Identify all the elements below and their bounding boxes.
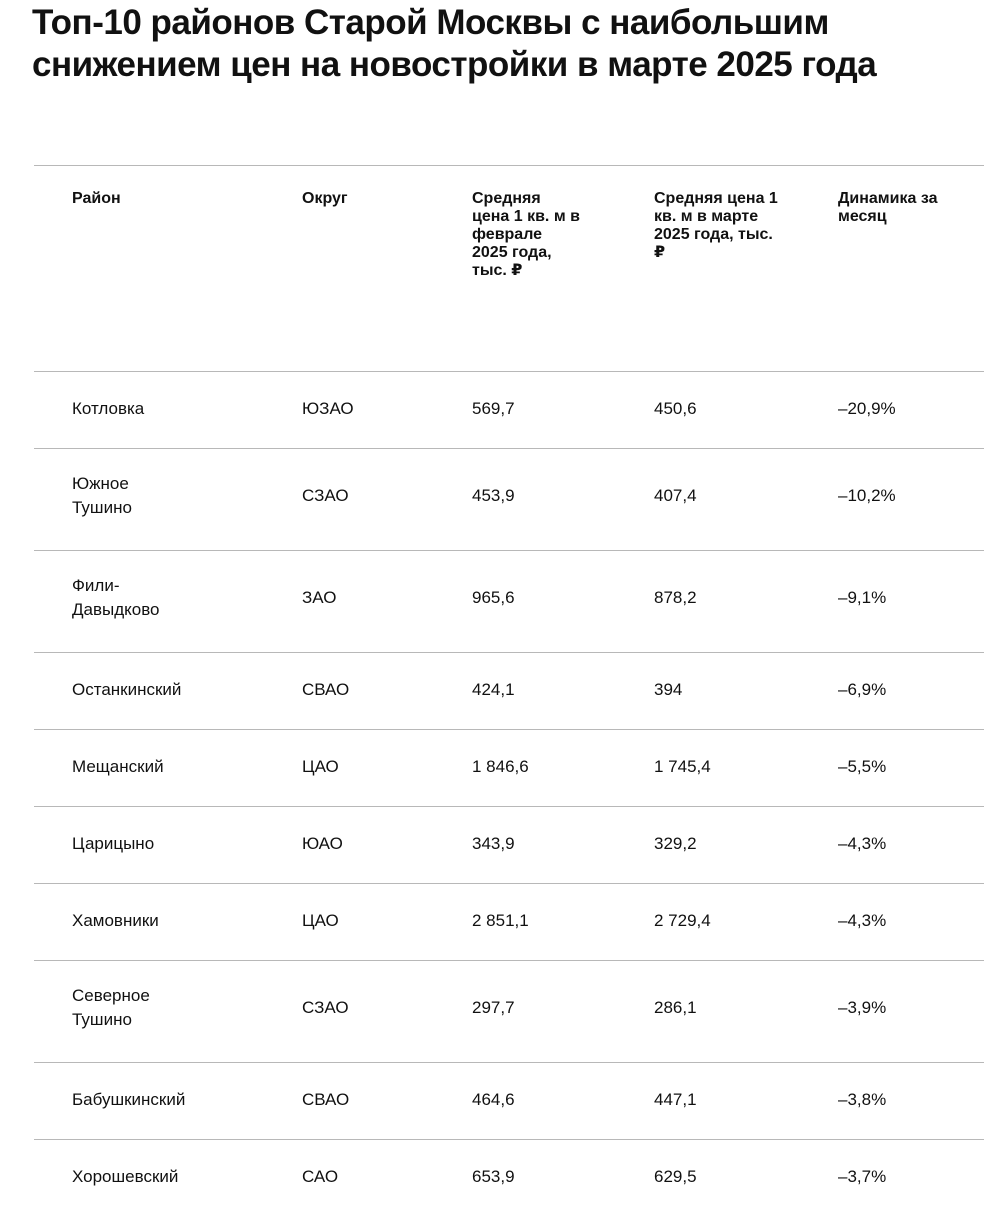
cell-monthly-change: –4,3% [838,834,887,853]
cell-okrug: СВАО [302,680,350,699]
cell-district: Южное Тушино [72,474,132,517]
cell-price-march: 329,2 [654,834,697,853]
cell-monthly-change: –20,9% [838,399,896,418]
header-okrug: Округ [302,190,348,207]
table-row [34,1140,984,1216]
table-row [34,653,984,729]
cell-price-february: 464,6 [472,1090,515,1109]
cell-district: Царицыно [72,834,155,853]
cell-price-march: 2 729,4 [654,911,711,930]
table-row [34,807,984,883]
cell-monthly-change: –6,9% [838,680,887,699]
cell-price-february: 453,9 [472,486,515,505]
cell-okrug: СЗАО [302,486,349,505]
table-row [34,961,984,1062]
cell-price-february: 653,9 [472,1167,515,1186]
cell-price-march: 450,6 [654,399,697,418]
cell-district: Фили-Давыдково [72,576,160,619]
cell-district: Останкинский [72,680,182,699]
cell-district: Котловка [72,399,145,418]
cell-price-march: 1 745,4 [654,757,711,776]
table-row [34,730,984,806]
header-price-february: Средняя цена 1 кв. м в феврале 2025 года, тыс. ₽ [472,190,580,279]
cell-price-march: 394 [654,680,683,699]
cell-price-february: 1 846,6 [472,757,529,776]
cell-monthly-change: –4,3% [838,911,887,930]
cell-monthly-change: –3,9% [838,998,887,1017]
cell-okrug: ЮЗАО [302,399,354,418]
cell-price-march: 447,1 [654,1090,697,1109]
cell-monthly-change: –3,7% [838,1167,887,1186]
table-row [34,1063,984,1139]
cell-monthly-change: –9,1% [838,588,887,607]
header-price-march: Средняя цена 1 кв. м в марте 2025 года, тыс. ₽ [654,190,778,261]
cell-okrug: САО [302,1167,339,1186]
cell-price-february: 343,9 [472,834,515,853]
price-table [34,165,984,1216]
table-row [34,449,984,550]
cell-district: Мещанский [72,757,164,776]
cell-okrug: СЗАО [302,998,349,1017]
header-district: Район [72,190,121,207]
cell-okrug: ЗАО [302,588,337,607]
cell-okrug: ЦАО [302,911,339,930]
cell-district: Бабушкинский [72,1090,186,1109]
table-row [34,884,984,960]
page-title: Топ-10 районов Старой Москвы с наибольшим снижением цен на новостройки в марте 2025 года [32,3,877,84]
cell-monthly-change: –10,2% [838,486,896,505]
table-body [34,371,984,1216]
cell-monthly-change: –5,5% [838,757,887,776]
cell-price-march: 286,1 [654,998,697,1017]
cell-price-february: 965,6 [472,588,515,607]
cell-okrug: ЮАО [302,834,343,853]
cell-price-march: 629,5 [654,1167,697,1186]
cell-price-march: 407,4 [654,486,697,505]
table-row [34,372,984,448]
cell-district: Северное Тушино [72,986,150,1029]
cell-district: Хорошевский [72,1167,179,1186]
table-header [34,166,984,371]
cell-price-february: 424,1 [472,680,515,699]
cell-price-march: 878,2 [654,588,697,607]
cell-price-february: 2 851,1 [472,911,529,930]
cell-price-february: 297,7 [472,998,515,1017]
cell-price-february: 569,7 [472,399,515,418]
cell-okrug: СВАО [302,1090,350,1109]
cell-monthly-change: –3,8% [838,1090,887,1109]
cell-district: Хамовники [72,911,159,930]
header-monthly-change: Динамика за месяц [838,190,938,225]
table-row [34,551,984,652]
cell-okrug: ЦАО [302,757,339,776]
